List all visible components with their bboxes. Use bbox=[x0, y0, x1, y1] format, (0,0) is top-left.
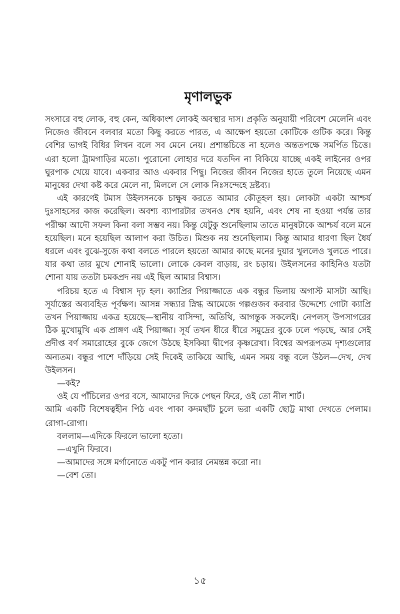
paragraph-1: সংসারে বহু লোক, বহু কেন, অধিকাংশ লোকই অবস্থার দাস। প্রকৃতি অনুযায়ী পরিবেশ মেলেনি এবং নিজেও জীবনে বলবার মতো কিছু করতে পারত, এ আক্ষেপ হয়তো কোটিকে গুটিক করে। কিন্তু বেশির ভাগই বিধির লিখন বলে সব মেনে নেয়। প্রশান্তচিত্তে না হলেও অন্ততপক্ষে সমর্পিত চিত্তে। এরা হলো ট্রামগাড়ির মতো। পুরোনো লোহার দরে যতদিন না বিকিয়ে যাচ্ছে একই লাইনের ওপর ঘুরপাক খেয়ে যাবে। একবার আও একবার পিছু। নিজের জীবন নিজের হাতে তুলে নিয়েছে এমন মানুষের দেখা কষ্ট করে মেলে না, মিললে সে লোক নিঃসন্দেহে দ্রষ্টব্য। bbox=[45, 114, 371, 191]
dialog-line: —আমাদের সঙ্গে মর্গানোতে একটু পান করার নেমন্তন্ন করো না। bbox=[57, 457, 262, 468]
page-number: ১৫ bbox=[193, 576, 207, 587]
chapter-title: মৃণালভুক bbox=[184, 90, 232, 105]
paragraph-3: পরিচয় হতে এ বিশ্বাস দৃঢ় হল। ক্যাপ্রির পিয়াজ্জাতে এক বন্ধুর ভিলায় অগাস্ট মাসটা আছি। সূর্যাস্তের অব্যবহিত পূর্বক্ষণ। আসন্ন সন্ধ্যার স্নিগ্ধ আমেজে গল্পগুজব করবার উদ্দেশ্যে গোটা ক্যাপ্রি তখন পিয়াজ্জায় একত্র হয়েছে—স্থানীয় বাসিন্দা, অতিথি, আগন্তুক সকলেই। নেপলস্ উপসাগরের ঠিক মুখোমুখি এক প্রাঙ্গণ এই পিয়াজ্জা। সূর্য তখন ধীরে ধীরে সমুদ্রের বুকে ঢলে পড়ছে, আর সেই প্রদীপ্ত বর্ণ সমারোহের বুকে জেগে উঠছে ইসকিয়া দ্বীপের কৃষ্ণরেখা। বিশ্বের অপরূপতম দৃশ্যগুলোর অন্যতম। বন্ধুর পাশে দাঁড়িয়ে সেই দিকেই তাকিয়ে আছি, এমন সময় বন্ধু বলে উঠল—দেখ, দেখ উইলসন। bbox=[45, 285, 371, 375]
paragraph-4: আমি একটি বিশেষত্বহীন পিঠ এবং পাকা কদমছাঁট চুলে ভরা একটি ছোট্ট মাথা দেখতে পেলাম। রোগা-রোগা। bbox=[45, 404, 371, 428]
dialog-line: —এখুনি ফিরবে। bbox=[57, 444, 112, 455]
dialog-line: —বেশ তো। bbox=[57, 470, 97, 481]
dialog-line: বললাম—এদিকে ফিরলে ভালো হতো। bbox=[57, 430, 183, 441]
paragraph-2: এই কারণেই টমাস উইলসনকে চাক্ষুষ করতে আমার কৌতূহল হয়। লোকটা একটা আশ্চর্য দুঃসাহসের কাজ করেছিল। অবশ্য ব্যাপারটার তখনও শেষ হয়নি, এবং শেষ না হওয়া পর্যন্ত তার পরীক্ষা আদৌ সফল কিনা বলা সম্ভব নয়। কিন্তু যেটুকু শুনেছিলাম তাতে মানুষটাকে আশ্চর্য বলে মনে হয়েছিল। মনে হয়েছিল আলাপ করা উচিত। মিশুক নয় শুনেছিলাম। কিন্তু আমার ধারণা ছিল ধৈর্য ধরলে এবং বুঝে-সুজে কথা বলতে পারলে হয়তো আমার কাছে মনের দুয়ার খুললেও খুলতে পারে। যার কথা তার মুখে শোনাই ভালো। লোকে কেবল বাড়ায়, রং চড়ায়। উইলসনের কাহিনিও যতটা শোনা যায় ততটা চমকপ্রদ নয় এই ছিল আমার বিশ্বাস। bbox=[45, 193, 371, 283]
book-page bbox=[45, 88, 371, 483]
dialog-line: —কই? bbox=[57, 378, 81, 389]
dialog-line: ওই যে পাঁচিলের ওপর বসে, আমাদের দিকে পেছন ফিরে, ওই তো নীল শার্ট। bbox=[57, 391, 305, 402]
